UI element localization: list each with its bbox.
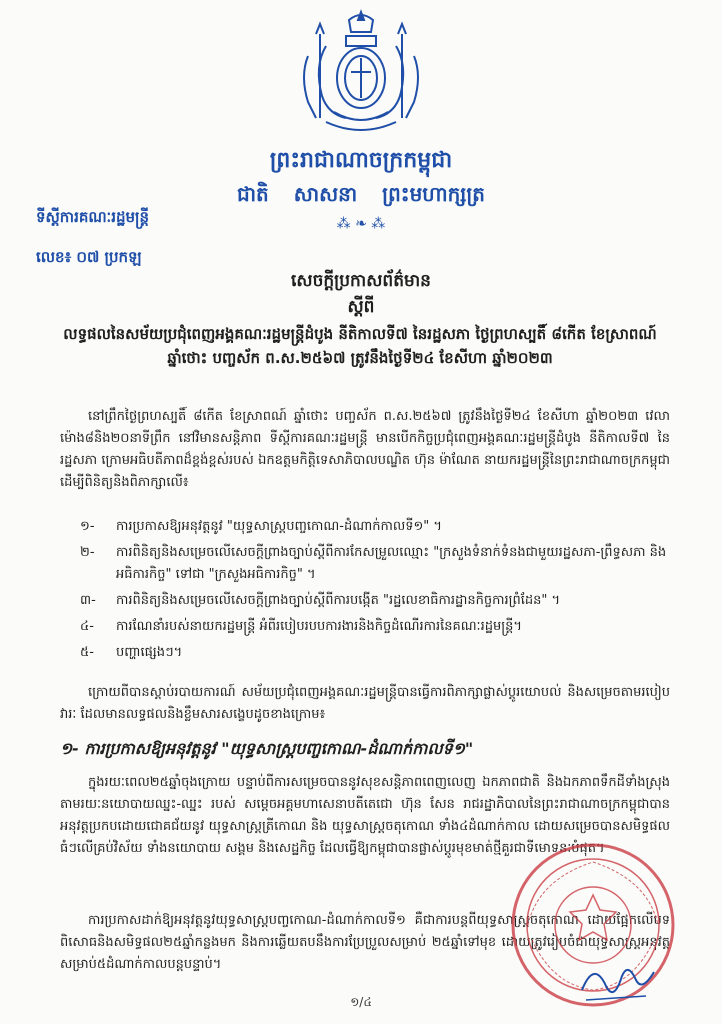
agenda-number: ១-	[80, 519, 95, 534]
agenda-item	[80, 642, 670, 664]
section-body-paragraph: ក្នុងរយៈពេល២៥ឆ្នាំចុងក្រោយ បន្ទាប់ពីការសម្រេចបាននូវសុខសន្តិភាពពេញលេញ ឯកភាពជាតិ និងឯកភាពទឹកដីទាំងស្រុង តាមរយៈនយោបាយឈ្នះ-ឈ្នះ របស់ សម្ដេចអគ្គមហាសេនាបតីតេជោ ហ៊ុន សែន រាជរដ្ឋាភិបាលនៃព្រះរាជាណាចក្រកម្ពុជាបានអនុវត្តប្រកបដោយជោគជ័យនូវ យុទ្ធសាស្ត្រត្រីកោណ និង យុទ្ធសាស្ត្រចតុកោណ ទាំង៤ដំណាក់កាល ដោយសម្រេចបានសមិទ្ធផលធំៗលើគ្រប់វិស័យ ទាំងនយោបាយ សង្គម និងសេដ្ឋកិច្ច ដែលធ្វើឱ្យកម្ពុជាបានផ្លាស់ប្ដូរមុខមាត់ថ្មីគួរជាទីមោទនៈបំផុត។	[60, 775, 670, 856]
agenda-item	[80, 616, 670, 638]
document-subject-label: ស្ដីពី	[347, 297, 375, 317]
section-heading: ១- ការប្រកាសឱ្យអនុវត្តនូវ "យុទ្ធសាស្ត្របញ្ចកោណ-ដំណាក់កាលទី១"	[60, 739, 474, 758]
agenda-number: ៥-	[80, 645, 94, 660]
ornament-divider: ⁂ ❧ ⁂	[336, 216, 386, 232]
agenda-item	[80, 590, 670, 612]
section-body-paragraph-2: ការប្រកាសដាក់ឱ្យអនុវត្តនូវយុទ្ធសាស្ត្របញ្ចកោណ-ដំណាក់កាលទី១ គឺជាការបន្តពីយុទ្ធសាស្ត្រចតុកោណ ដោយផ្អែកលើបទពិសោធនិងសមិទ្ធផល២៥ឆ្នាំកន្លងមក និងការឆ្លើយតបនឹងការប្រែប្រួលសម្រាប់ ២៥ឆ្នាំទៅមុខ ដោយត្រូវរៀបចំជាយុទ្ធសាស្ត្រអនុវត្តសម្រាប់៥ដំណាក់កាលបន្តបន្ទាប់។	[60, 913, 670, 972]
page-number: ១/៤	[350, 995, 372, 1009]
agenda-text: ការប្រកាសឱ្យអនុវត្តនូវ "យុទ្ធសាស្ត្របញ្ចកោណ-ដំណាក់កាលទី១" ។	[116, 519, 442, 534]
summary-paragraph: ក្រោយពីបានស្ដាប់របាយការណ៍ សម័យប្រជុំពេញអង្គគណៈរដ្ឋមន្ត្រីបានធ្វើការពិភាក្សាផ្លាស់ប្ដូរយោបល់ និងសម្រេចតាមរបៀបវារៈ ដែលមានលទ្ធផលនិងខ្លឹមសារសង្ខេបដូចខាងក្រោម៖	[60, 685, 670, 722]
agenda-text: ការពិនិត្យនិងសម្រេចលើសេចក្ដីព្រាងច្បាប់ស្ដីពីការបង្កើត "រដ្ឋលេខាធិការដ្ឋានកិច្ចការព្រំដែន" ។	[116, 593, 561, 608]
agenda-list	[80, 516, 670, 668]
agenda-text: ការពិនិត្យនិងសម្រេចលើសេចក្ដីព្រាងច្បាប់ស្ដីពីការកែសម្រួលឈ្មោះ "ក្រសួងទំនាក់ទំនងជាមួយរដ្ឋសភា-ព្រឹទ្ធសភា និងអធិការកិច្ច" ទៅជា "ក្រសួងអធិការកិច្ច" ។	[116, 545, 667, 582]
agenda-item	[80, 542, 670, 586]
agenda-number: ៤-	[80, 619, 94, 634]
agenda-number: ២-	[80, 545, 95, 560]
agenda-text: បញ្ហាផ្សេងៗ។	[116, 645, 183, 660]
reference-number: លេខ៖ ០៧ ប្រកឡ	[36, 248, 142, 266]
issuing-office: ទីស្ដីការគណៈរដ្ឋមន្ត្រី	[36, 208, 150, 226]
document-title: សេចក្ដីប្រកាសព័ត៌មាន	[291, 271, 431, 291]
agenda-text: ការណែនាំរបស់នាយករដ្ឋមន្ត្រី អំពីរបៀបរបបការងារនិងកិច្ចដំណើរការនៃគណៈរដ្ឋមន្ត្រី។	[116, 619, 522, 634]
agenda-number: ៣-	[80, 593, 96, 608]
national-motto: ជាតិ សាសនា ព្រះមហាក្សត្រ	[237, 182, 485, 206]
kingdom-name: ព្រះរាជាណាចក្រកម្ពុជា	[269, 147, 453, 173]
document-subject: លទ្ធផលនៃសម័យប្រជុំពេញអង្គគណៈរដ្ឋមន្ត្រីដំបូង នីតិកាលទី៧ នៃរដ្ឋសភា ថ្ងៃព្រហស្បតិ៍ ៨កើត ខែស្រាពណ៍ ឆ្នាំថោះ បញ្ចស័ក ព.ស.២៥៦៧ ត្រូវនឹងថ្ងៃទី២៤ ខែសីហា ឆ្នាំ២០២៣	[63, 325, 657, 367]
intro-paragraph: នៅព្រឹកថ្ងៃព្រហស្បតិ៍ ៨កើត ខែស្រាពណ៍ ឆ្នាំថោះ បញ្ចស័ក ព.ស.២៥៦៧ ត្រូវនឹងថ្ងៃទី២៤ ខែសីហា ឆ្នាំ២០២៣ វេលាម៉ោង៨និង២០នាទីព្រឹក នៅវិមានសន្តិភាព ទីស្ដីការគណៈរដ្ឋមន្ត្រី មានបើកកិច្ចប្រជុំពេញអង្គគណៈរដ្ឋមន្ត្រីដំបូង នីតិកាលទី៧ នៃរដ្ឋសភា ក្រោមអធិបតីភាពដ៏ខ្ពង់ខ្ពស់របស់ ឯកឧត្តមកិត្តិទេសាភិបាលបណ្ឌិត ហ៊ុន ម៉ាណែត នាយករដ្ឋមន្ត្រីនៃព្រះរាជាណាចក្រកម្ពុជា ដើម្បីពិនិត្យនិងពិភាក្សាលើ៖	[60, 409, 670, 490]
agenda-item	[80, 516, 670, 538]
royal-emblem-icon	[286, 6, 436, 138]
